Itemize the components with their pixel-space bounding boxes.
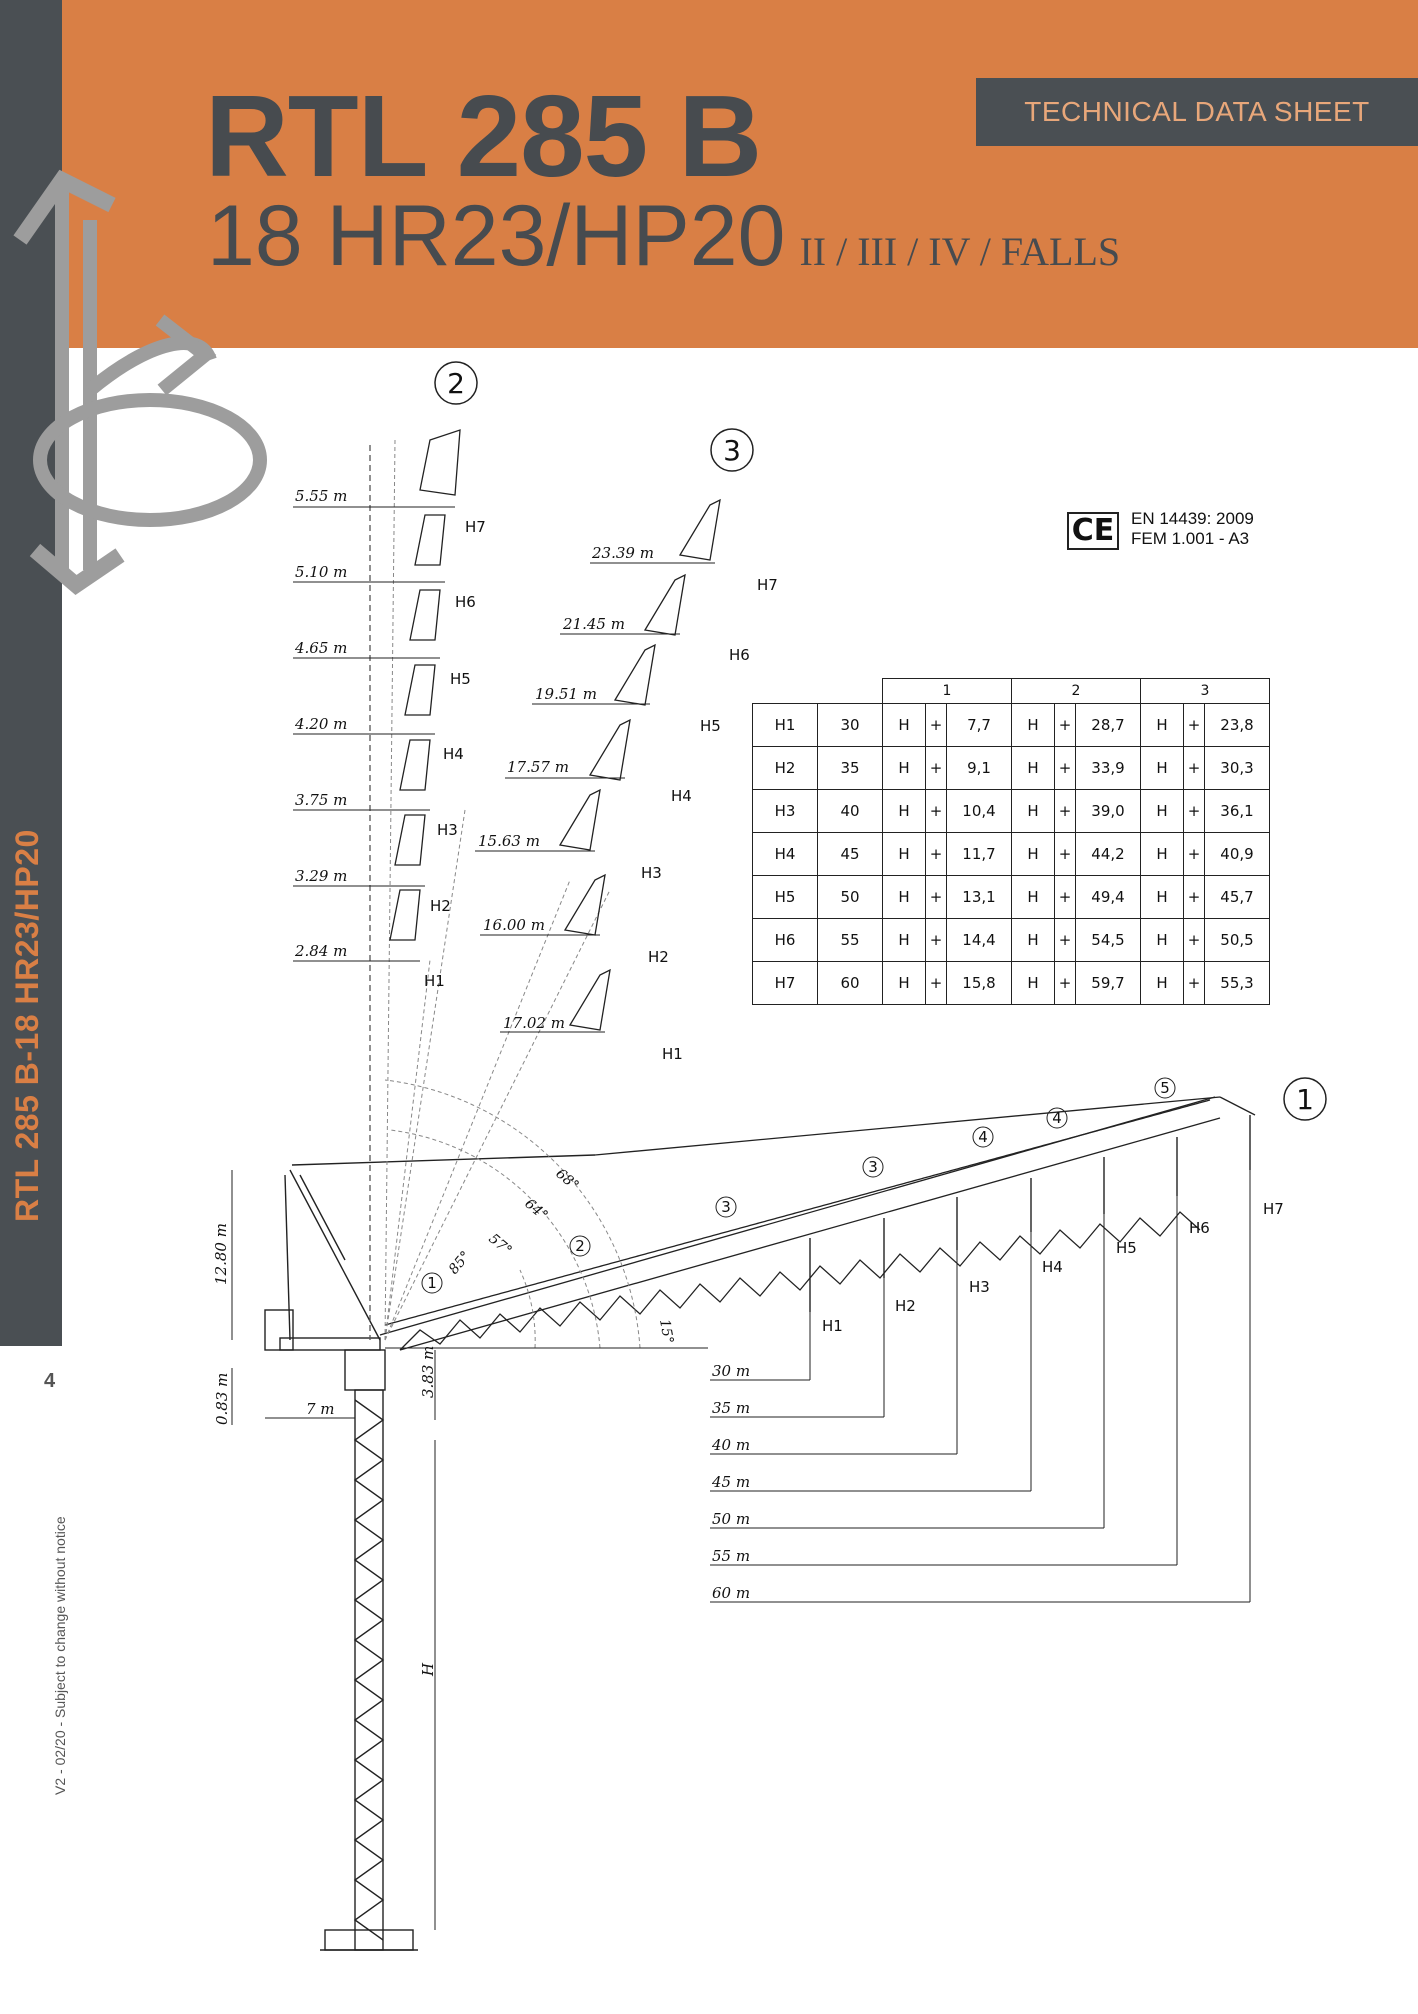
angle-label: 57° bbox=[485, 1230, 515, 1260]
h-label: H2 bbox=[648, 948, 669, 966]
model-subtitle bbox=[207, 188, 1121, 284]
h-label: H2 bbox=[895, 1297, 916, 1315]
radius-label: 45 m bbox=[712, 1473, 751, 1491]
h-label: H5 bbox=[450, 670, 471, 688]
cell-value: 30,3 bbox=[1205, 747, 1270, 790]
cell-value: 7,7 bbox=[947, 704, 1012, 747]
table-row bbox=[753, 747, 1270, 790]
cell-value: 9,1 bbox=[947, 747, 1012, 790]
table-row bbox=[753, 790, 1270, 833]
cell-plus: + bbox=[1184, 876, 1205, 919]
cell-value: 54,5 bbox=[1076, 919, 1141, 962]
angle-label: 68° bbox=[552, 1165, 582, 1195]
cell-plus: + bbox=[926, 876, 947, 919]
cell-value: 44,2 bbox=[1076, 833, 1141, 876]
cell-plus: + bbox=[926, 962, 947, 1005]
row-label: H1 bbox=[753, 704, 818, 747]
cert-standard: EN 14439: 2009 bbox=[1131, 509, 1254, 528]
h-label: H7 bbox=[757, 576, 778, 594]
cell-value: 11,7 bbox=[947, 833, 1012, 876]
cell-value: 28,7 bbox=[1076, 704, 1141, 747]
radius-label: 60 m bbox=[712, 1584, 751, 1602]
table-row bbox=[753, 704, 1270, 747]
radius-label: 15.63 m bbox=[478, 832, 540, 850]
h-label: H1 bbox=[424, 972, 445, 990]
row-radius: 60 bbox=[818, 962, 883, 1005]
table-row bbox=[753, 876, 1270, 919]
mark-label: 4 bbox=[978, 1128, 988, 1146]
h-label: H7 bbox=[465, 518, 486, 536]
h-label: H5 bbox=[700, 717, 721, 735]
cell-value: 39,0 bbox=[1076, 790, 1141, 833]
cell-plus: + bbox=[926, 704, 947, 747]
h-label: H4 bbox=[443, 745, 464, 763]
cell-plus: + bbox=[1055, 876, 1076, 919]
table-row bbox=[753, 919, 1270, 962]
radius-label: 50 m bbox=[712, 1510, 751, 1528]
mark-label: 3 bbox=[868, 1158, 878, 1176]
cell-h: H bbox=[1012, 833, 1055, 876]
row-label: H7 bbox=[753, 962, 818, 1005]
row-radius: 40 bbox=[818, 790, 883, 833]
sidebar-vertical-title: RTL 285 B-18 HR23/HP20 bbox=[9, 829, 45, 1222]
radius-label: 35 m bbox=[712, 1399, 751, 1417]
cell-value: 59,7 bbox=[1076, 962, 1141, 1005]
radius-dimension-lines bbox=[710, 1170, 1250, 1602]
dimension-label: H bbox=[419, 1662, 437, 1676]
angle-label: 85° bbox=[445, 1248, 475, 1278]
cell-plus: + bbox=[926, 919, 947, 962]
config2-jibs bbox=[370, 430, 460, 1340]
row-radius: 45 bbox=[818, 833, 883, 876]
cell-h: H bbox=[1141, 962, 1184, 1005]
page-number: 4 bbox=[44, 1370, 56, 1392]
table-header-config-2: 2 bbox=[1012, 679, 1141, 704]
row-label: H3 bbox=[753, 790, 818, 833]
cell-h: H bbox=[1141, 876, 1184, 919]
jib-radius-labels bbox=[711, 1362, 750, 1602]
row-radius: 55 bbox=[818, 919, 883, 962]
cell-plus: + bbox=[1055, 962, 1076, 1005]
h-label: H5 bbox=[1116, 1239, 1137, 1257]
cell-plus: + bbox=[1055, 747, 1076, 790]
row-radius: 50 bbox=[818, 876, 883, 919]
cell-value: 33,9 bbox=[1076, 747, 1141, 790]
cell-h: H bbox=[1012, 876, 1055, 919]
h-label: H4 bbox=[671, 787, 692, 805]
cell-plus: + bbox=[1184, 790, 1205, 833]
cell-plus: + bbox=[926, 790, 947, 833]
row-label: H2 bbox=[753, 747, 818, 790]
h-label: H6 bbox=[729, 646, 750, 664]
radius-label: 23.39 m bbox=[592, 544, 654, 562]
falls-label: II / III / IV / FALLS bbox=[799, 229, 1121, 274]
row-label: H5 bbox=[753, 876, 818, 919]
cell-h: H bbox=[883, 876, 926, 919]
jib-hooks bbox=[810, 1115, 1250, 1312]
mark-label: 4 bbox=[1052, 1109, 1062, 1127]
radius-label: 2.84 m bbox=[295, 942, 348, 960]
h-label: H3 bbox=[969, 1278, 990, 1296]
cell-h: H bbox=[1141, 704, 1184, 747]
radius-label: 3.75 m bbox=[295, 791, 348, 809]
cell-h: H bbox=[883, 833, 926, 876]
cell-plus: + bbox=[1055, 919, 1076, 962]
config2-h-labels bbox=[424, 518, 486, 990]
radius-label: 55 m bbox=[712, 1547, 751, 1565]
mark-label: 1 bbox=[427, 1274, 437, 1292]
page-title: RTL 285 B bbox=[205, 71, 762, 201]
cell-h: H bbox=[883, 962, 926, 1005]
cell-value: 23,8 bbox=[1205, 704, 1270, 747]
cell-plus: + bbox=[926, 833, 947, 876]
radius-label: 4.65 m bbox=[295, 639, 348, 657]
table-header-blank bbox=[818, 679, 883, 704]
technical-data-sheet-badge: TECHNICAL DATA SHEET bbox=[976, 78, 1418, 146]
cell-plus: + bbox=[1184, 704, 1205, 747]
h-label: H6 bbox=[1189, 1219, 1210, 1237]
tower-dimensions bbox=[212, 1170, 437, 1930]
config3-jibs bbox=[560, 500, 720, 1030]
table-header-config-3: 3 bbox=[1141, 679, 1270, 704]
table-row bbox=[753, 833, 1270, 876]
table-row bbox=[753, 962, 1270, 1005]
mark-label: 2 bbox=[575, 1237, 585, 1255]
jib-h-labels bbox=[822, 1200, 1284, 1335]
config3-radius-labels bbox=[478, 544, 654, 1032]
cell-value: 49,4 bbox=[1076, 876, 1141, 919]
row-label: H4 bbox=[753, 833, 818, 876]
cell-plus: + bbox=[1184, 833, 1205, 876]
mark-label: 3 bbox=[721, 1198, 731, 1216]
main-jib bbox=[380, 1097, 1255, 1350]
cell-value: 14,4 bbox=[947, 919, 1012, 962]
ce-mark-icon: CE bbox=[1067, 512, 1119, 550]
angle-label: 15° bbox=[656, 1317, 677, 1346]
version-note: V2 - 02/20 - Subject to change without notice bbox=[52, 1516, 68, 1795]
h-label: H2 bbox=[430, 897, 451, 915]
table-header-blank bbox=[753, 679, 818, 704]
cell-h: H bbox=[883, 790, 926, 833]
dimension-label: 3.83 m bbox=[419, 1345, 437, 1398]
cell-plus: + bbox=[1184, 962, 1205, 1005]
radius-label: 30 m bbox=[712, 1362, 751, 1380]
radius-label: 40 m bbox=[712, 1436, 751, 1454]
h-label: H7 bbox=[1263, 1200, 1284, 1218]
cell-plus: + bbox=[1055, 833, 1076, 876]
row-label: H6 bbox=[753, 919, 818, 962]
cell-value: 40,9 bbox=[1205, 833, 1270, 876]
cell-plus: + bbox=[1055, 704, 1076, 747]
cell-value: 45,7 bbox=[1205, 876, 1270, 919]
cell-h: H bbox=[883, 747, 926, 790]
radius-label: 3.29 m bbox=[295, 867, 348, 885]
h-label: H3 bbox=[641, 864, 662, 882]
radius-label: 19.51 m bbox=[535, 685, 597, 703]
config-1-label: 1 bbox=[1296, 1083, 1314, 1116]
cell-h: H bbox=[883, 919, 926, 962]
h-label: H4 bbox=[1042, 1258, 1063, 1276]
config-2-label: 2 bbox=[447, 367, 465, 400]
cell-value: 36,1 bbox=[1205, 790, 1270, 833]
cell-plus: + bbox=[926, 747, 947, 790]
radius-label: 5.55 m bbox=[295, 487, 348, 505]
cell-value: 50,5 bbox=[1205, 919, 1270, 962]
radius-label: 17.02 m bbox=[503, 1014, 565, 1032]
cell-value: 55,3 bbox=[1205, 962, 1270, 1005]
row-radius: 30 bbox=[818, 704, 883, 747]
cell-plus: + bbox=[1184, 919, 1205, 962]
radius-label: 16.00 m bbox=[483, 916, 545, 934]
model-name: 18 HR23/HP20 bbox=[207, 188, 786, 284]
angle-label: 64° bbox=[521, 1195, 551, 1225]
cell-h: H bbox=[1012, 747, 1055, 790]
config-3-label: 3 bbox=[723, 434, 741, 467]
cell-h: H bbox=[1141, 790, 1184, 833]
cell-h: H bbox=[1141, 919, 1184, 962]
cell-h: H bbox=[1012, 919, 1055, 962]
certification-text bbox=[1131, 509, 1254, 549]
cell-h: H bbox=[1141, 747, 1184, 790]
height-table bbox=[752, 678, 1270, 1005]
cell-value: 13,1 bbox=[947, 876, 1012, 919]
cert-standard: FEM 1.001 - A3 bbox=[1131, 529, 1250, 548]
dimension-label: 0.83 m bbox=[213, 1372, 231, 1425]
radius-label: 21.45 m bbox=[563, 615, 625, 633]
radius-label: 4.20 m bbox=[295, 715, 348, 733]
config2-radius-labels bbox=[294, 487, 347, 960]
h-label: H6 bbox=[455, 593, 476, 611]
h-label: H1 bbox=[662, 1045, 683, 1063]
h-label: H1 bbox=[822, 1317, 843, 1335]
table-header-config-1: 1 bbox=[883, 679, 1012, 704]
radius-label: 5.10 m bbox=[295, 563, 348, 581]
cell-h: H bbox=[1012, 962, 1055, 1005]
cell-plus: + bbox=[1055, 790, 1076, 833]
cell-plus: + bbox=[1184, 747, 1205, 790]
cell-h: H bbox=[1012, 790, 1055, 833]
row-radius: 35 bbox=[818, 747, 883, 790]
cell-h: H bbox=[883, 704, 926, 747]
radius-label: 17.57 m bbox=[507, 758, 569, 776]
cell-h: H bbox=[1141, 833, 1184, 876]
mark-label: 5 bbox=[1160, 1079, 1170, 1097]
cell-value: 15,8 bbox=[947, 962, 1012, 1005]
cell-h: H bbox=[1012, 704, 1055, 747]
dimension-label: 12.80 m bbox=[212, 1223, 230, 1285]
cell-value: 10,4 bbox=[947, 790, 1012, 833]
h-label: H3 bbox=[437, 821, 458, 839]
dimension-label: 7 m bbox=[306, 1400, 335, 1418]
